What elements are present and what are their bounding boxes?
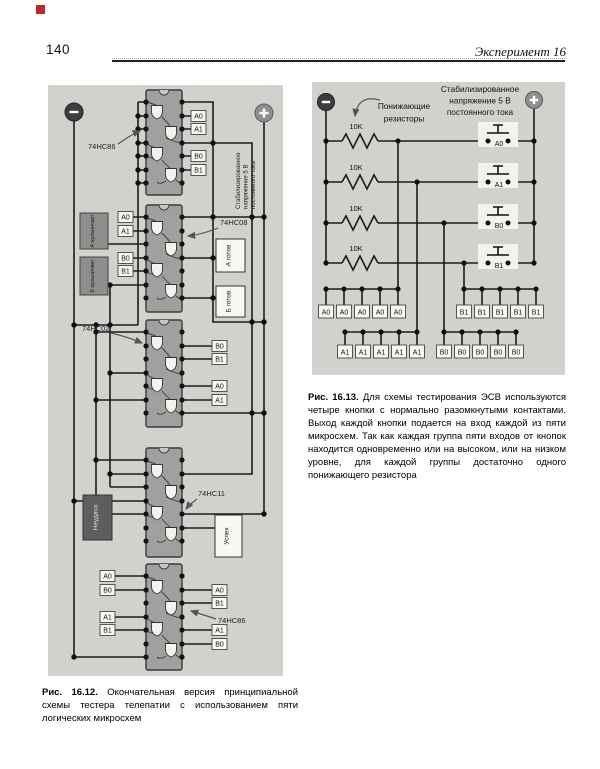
svg-text:B1: B1	[477, 309, 487, 317]
svg-text:74HC86: 74HC86	[218, 616, 246, 625]
svg-text:B0: B0	[103, 587, 112, 595]
fig12-caption-label: Рис. 16.12.	[42, 687, 98, 698]
svg-text:постоянного тока: постоянного тока	[446, 107, 514, 117]
svg-text:10K: 10K	[349, 122, 363, 131]
header-rule	[112, 60, 565, 62]
indicator-success	[215, 515, 242, 557]
svg-text:A1: A1	[121, 228, 130, 236]
svg-text:B0: B0	[457, 349, 467, 357]
power-plus-icon	[526, 92, 543, 109]
svg-text:A1: A1	[215, 397, 224, 405]
svg-text:74HC11: 74HC11	[198, 489, 225, 498]
svg-text:10K: 10K	[349, 244, 363, 253]
svg-text:A0: A0	[194, 113, 203, 121]
svg-text:A0: A0	[215, 587, 224, 595]
svg-text:напряжение 5 В: напряжение 5 В	[449, 95, 511, 106]
indicator-a-cheats	[80, 213, 108, 249]
fig12-caption-text: Окончательная версия принципиальной схемы тестера телепатии с использованием пяти логических микросхем	[42, 687, 298, 724]
fig12-panel	[48, 85, 283, 676]
svg-text:A0: A0	[357, 309, 367, 317]
svg-text:Б готов: Б готов	[225, 290, 233, 313]
svg-text:A1: A1	[394, 349, 404, 357]
svg-text:B0: B0	[511, 349, 521, 357]
ic-74hc02	[146, 320, 182, 427]
fig12-schematic	[48, 85, 283, 676]
svg-text:B1: B1	[121, 268, 130, 276]
fig13-title	[441, 84, 520, 117]
ic-74hc11	[146, 448, 182, 557]
fig12-caption	[42, 686, 298, 725]
bus-row1-tags	[319, 305, 544, 318]
svg-text:A0: A0	[494, 141, 504, 148]
power-minus-icon	[65, 103, 83, 121]
svg-text:B0: B0	[475, 349, 485, 357]
svg-text:10K: 10K	[349, 204, 363, 213]
fig13-caption-label: Рис. 16.13.	[308, 392, 359, 403]
svg-text:Стабилизированное: Стабилизированное	[440, 84, 520, 94]
svg-text:A0: A0	[321, 309, 331, 317]
power-label	[236, 152, 257, 209]
ic-74hc86-bottom	[146, 564, 182, 670]
svg-text:B1: B1	[495, 309, 505, 317]
svg-text:74HC02: 74HC02	[82, 324, 110, 333]
svg-text:B1: B1	[531, 309, 541, 317]
chip4-label	[186, 489, 225, 509]
svg-text:B1: B1	[513, 309, 523, 317]
svg-text:B0: B0	[493, 349, 503, 357]
chapter-title: Эксперимент 16	[474, 44, 566, 59]
svg-text:B1: B1	[215, 600, 224, 608]
indicator-b-cheats	[80, 257, 108, 295]
svg-text:резисторы: резисторы	[383, 113, 425, 124]
chip2-label	[188, 218, 248, 236]
svg-text:B1: B1	[215, 356, 224, 364]
svg-text:74HC86: 74HC86	[88, 142, 116, 151]
svg-text:A1: A1	[215, 627, 224, 635]
svg-text:A1: A1	[494, 182, 504, 189]
svg-text:B0: B0	[439, 349, 449, 357]
svg-text:напряжение 5 В: напряжение 5 В	[243, 164, 250, 209]
svg-text:B0: B0	[494, 223, 504, 230]
ic-74hc08	[146, 205, 182, 312]
svg-text:A0: A0	[121, 214, 130, 222]
chip3-label	[82, 324, 142, 343]
svg-text:10K: 10K	[349, 163, 363, 172]
pulldown-annotation	[355, 99, 431, 124]
svg-text:Неудача: Неудача	[92, 504, 100, 531]
svg-text:B1: B1	[459, 309, 469, 317]
svg-text:Б жульничает: Б жульничает	[90, 259, 96, 293]
indicator-a-ready	[216, 239, 245, 272]
svg-text:B1: B1	[194, 167, 203, 175]
corner-marker	[36, 5, 45, 14]
svg-text:Стабилизированное: Стабилизированное	[236, 152, 242, 209]
chip1-label	[88, 131, 140, 151]
indicator-failure	[83, 495, 112, 540]
svg-text:Успех: Успех	[223, 527, 231, 545]
svg-text:A0: A0	[103, 573, 112, 581]
svg-text:B1: B1	[494, 263, 504, 270]
svg-text:постоянного тока: постоянного тока	[251, 161, 257, 209]
svg-text:Понижающие: Понижающие	[377, 101, 431, 111]
svg-text:A1: A1	[358, 349, 368, 357]
pushbutton-b1	[478, 244, 518, 270]
chip5-label	[191, 611, 246, 625]
fig13-caption-text: Для схемы тестирования ЭСВ используются четыре кнопки с нормально разомкнутыми контактами. Выход каждой кнопки подается на вход каждой из пяти микросхем. Так как каждая группа пяти входов от кнопок находится одновременно или на высоком, или на низком уровне, для каждой группы достаточно одного понижающего резистора	[308, 392, 566, 481]
svg-text:B0: B0	[121, 255, 130, 263]
chip3-right-tags	[212, 341, 227, 406]
fig13-panel	[312, 82, 565, 375]
page-number: 140	[46, 42, 71, 57]
svg-text:B0: B0	[215, 343, 224, 351]
svg-text:A0: A0	[393, 309, 403, 317]
chip5-left-tags	[100, 571, 115, 636]
svg-text:A1: A1	[194, 126, 203, 134]
power-minus-icon	[318, 94, 335, 111]
fig13-caption	[308, 391, 566, 482]
indicator-b-ready	[216, 286, 245, 317]
svg-text:74HC08: 74HC08	[220, 218, 248, 227]
svg-text:A1: A1	[376, 349, 386, 357]
svg-text:B0: B0	[215, 641, 224, 649]
header-rule-dotted	[112, 58, 565, 59]
fig13-schematic	[312, 82, 565, 375]
pushbutton-a1	[478, 163, 518, 189]
svg-text:А готов: А готов	[225, 244, 233, 267]
power-plus-icon	[255, 104, 273, 122]
svg-text:A1: A1	[340, 349, 350, 357]
svg-text:A0: A0	[339, 309, 349, 317]
svg-text:B0: B0	[194, 153, 203, 161]
svg-text:A0: A0	[215, 383, 224, 391]
svg-text:A0: A0	[375, 309, 385, 317]
svg-text:A1: A1	[103, 614, 112, 622]
ic-74hc86-top	[146, 90, 182, 195]
pushbutton-b0	[478, 204, 518, 230]
svg-text:A1: A1	[412, 349, 422, 357]
svg-text:B1: B1	[103, 627, 112, 635]
svg-text:А жульничает: А жульничает	[90, 214, 96, 248]
pushbutton-a0	[478, 122, 518, 148]
bus-row2-tags	[338, 345, 524, 358]
